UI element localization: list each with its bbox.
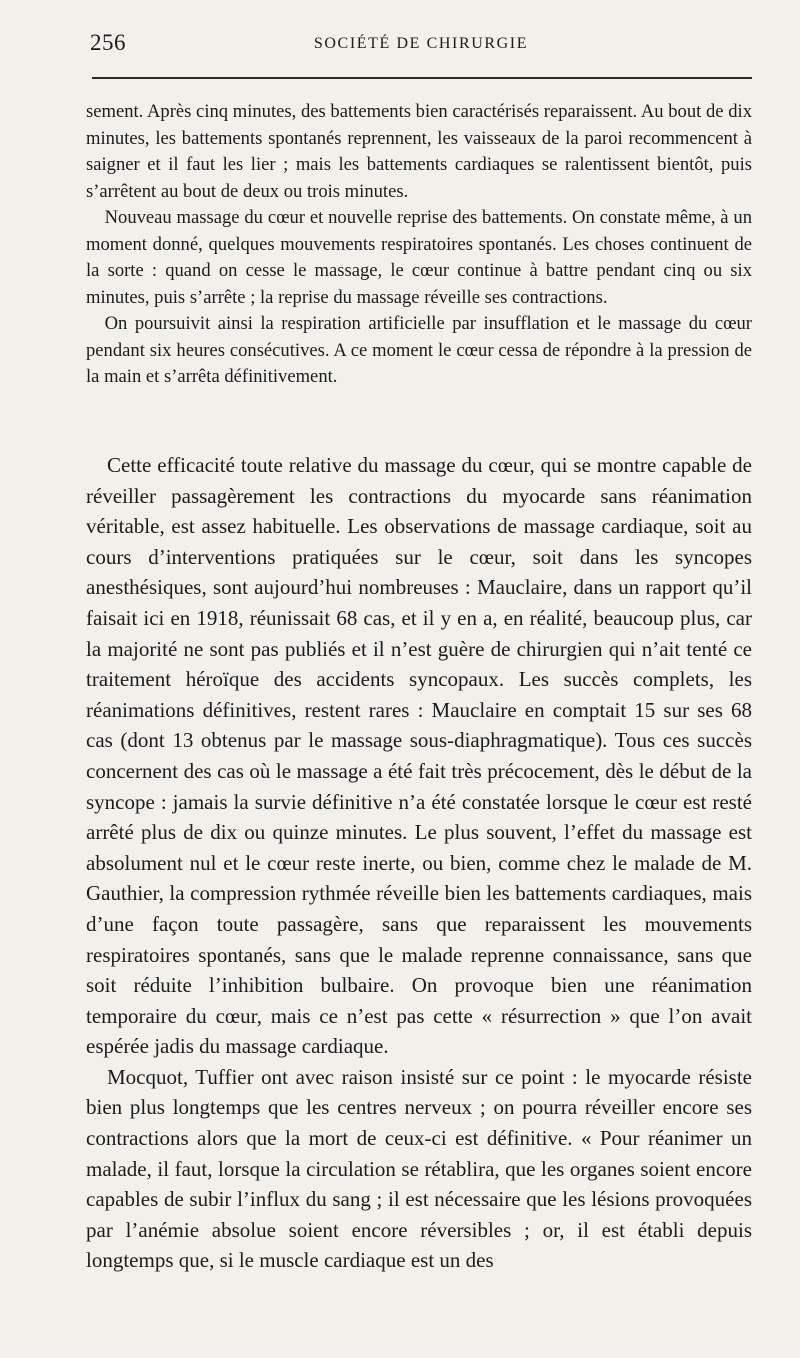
main-text <box>86 450 752 1276</box>
paragraph-small-3: On poursuivit ainsi la respiration artificielle par insufflation et le massage du cœur pendant six heures consécutives. A ce moment le cœur cessa de répondre à la pression de la main et s’arrêta définitivement. <box>86 313 752 387</box>
page-header <box>90 30 752 60</box>
paragraph-small-2: Nouveau massage du cœur et nouvelle reprise des battements. On constate même, à un moment donné, quelques mouvements respiratoires spontanés. Les choses continuent de la sorte : quand on cesse le massage, le cœur continue à battre pendant cinq ou six minutes, puis s’arrête ; la reprise du massage réveille ses contractions. <box>86 207 752 308</box>
paragraph-large-1: Cette efficacité toute relative du massage du cœur, qui se montre capable de réveiller passagèrement les contractions du myocarde sans réanimation véritable, est assez habituelle. Les observations de massage cardiaque, soit au cours d’interventions pratiquées sur le cœur, soit dans les syncopes anesthésiques, sont aujourd’hui nombreuses : Mauclaire, dans un rapport qu’il faisait ici en 1918, réunissait 68 cas, et il y en a, en réalité, beaucoup plus, car la majorité ne sont pas publiés et il n’est guère de chirurgien qui n’ait tenté ce traitement héroïque des accidents syncopaux. Les succès complets, les réanimations définitives, restent rares : Mauclaire en comptait 15 sur ses 68 cas (dont 13 obtenus par le massage sous-diaphragmatique). Tous ces succès concernent des cas où le massage a été fait très précocement, dès le début de la syncope : jamais la survie définitive n’a été constatée lorsque le cœur est resté arrêté plus de dix ou quinze minutes. Le plus souvent, l’effet du massage est absolument nul et le cœur reste inerte, ou bien, comme chez le malade de M. Gauthier, la compression rythmée réveille bien les battements cardiaques, mais d’une façon toute passagère, sans que reparaissent les mouvements respiratoires spontanés, sans que le malade reprenne connaissance, sans que soit réduite l’inhibition bulbaire. On provoque bien une réanimation temporaire du cœur, mais ce n’est pas cette « résurrection » que l’on avait espérée jadis du massage cardiaque. <box>86 453 752 1059</box>
page-number: 256 <box>90 30 126 55</box>
header-rule <box>92 77 752 79</box>
running-title: SOCIÉTÉ DE CHIRURGIE <box>313 35 529 52</box>
paragraph-large-2: Mocquot, Tuffier ont avec raison insisté sur ce point : le myocarde résiste bien plus longtemps que les centres nerveux ; on pourra réveiller encore ses contractions alors que la mort de ceux-ci est définitive. « Pour réanimer un malade, il faut, lorsque la circulation se rétablira, que les organes soient encore capables de subir l’influx du sang ; il est nécessaire que les lésions provoquées par l’anémie absolue soient encore réversibles ; or, il est établi depuis longtemps que, si le muscle cardiaque est un des <box>86 1064 752 1273</box>
paragraph-small-1: sement. Après cinq minutes, des battements bien caractérisés reparaissent. Au bout de dix minutes, les battements spontanés reprennent, les vaisseaux de la paroi recommencent à saigner et il faut les lier ; mais les battements cardiaques se ralentissent bientôt, puis s’arrêtent au bout de deux ou trois minutes. <box>86 101 752 202</box>
observation-text <box>86 99 752 391</box>
